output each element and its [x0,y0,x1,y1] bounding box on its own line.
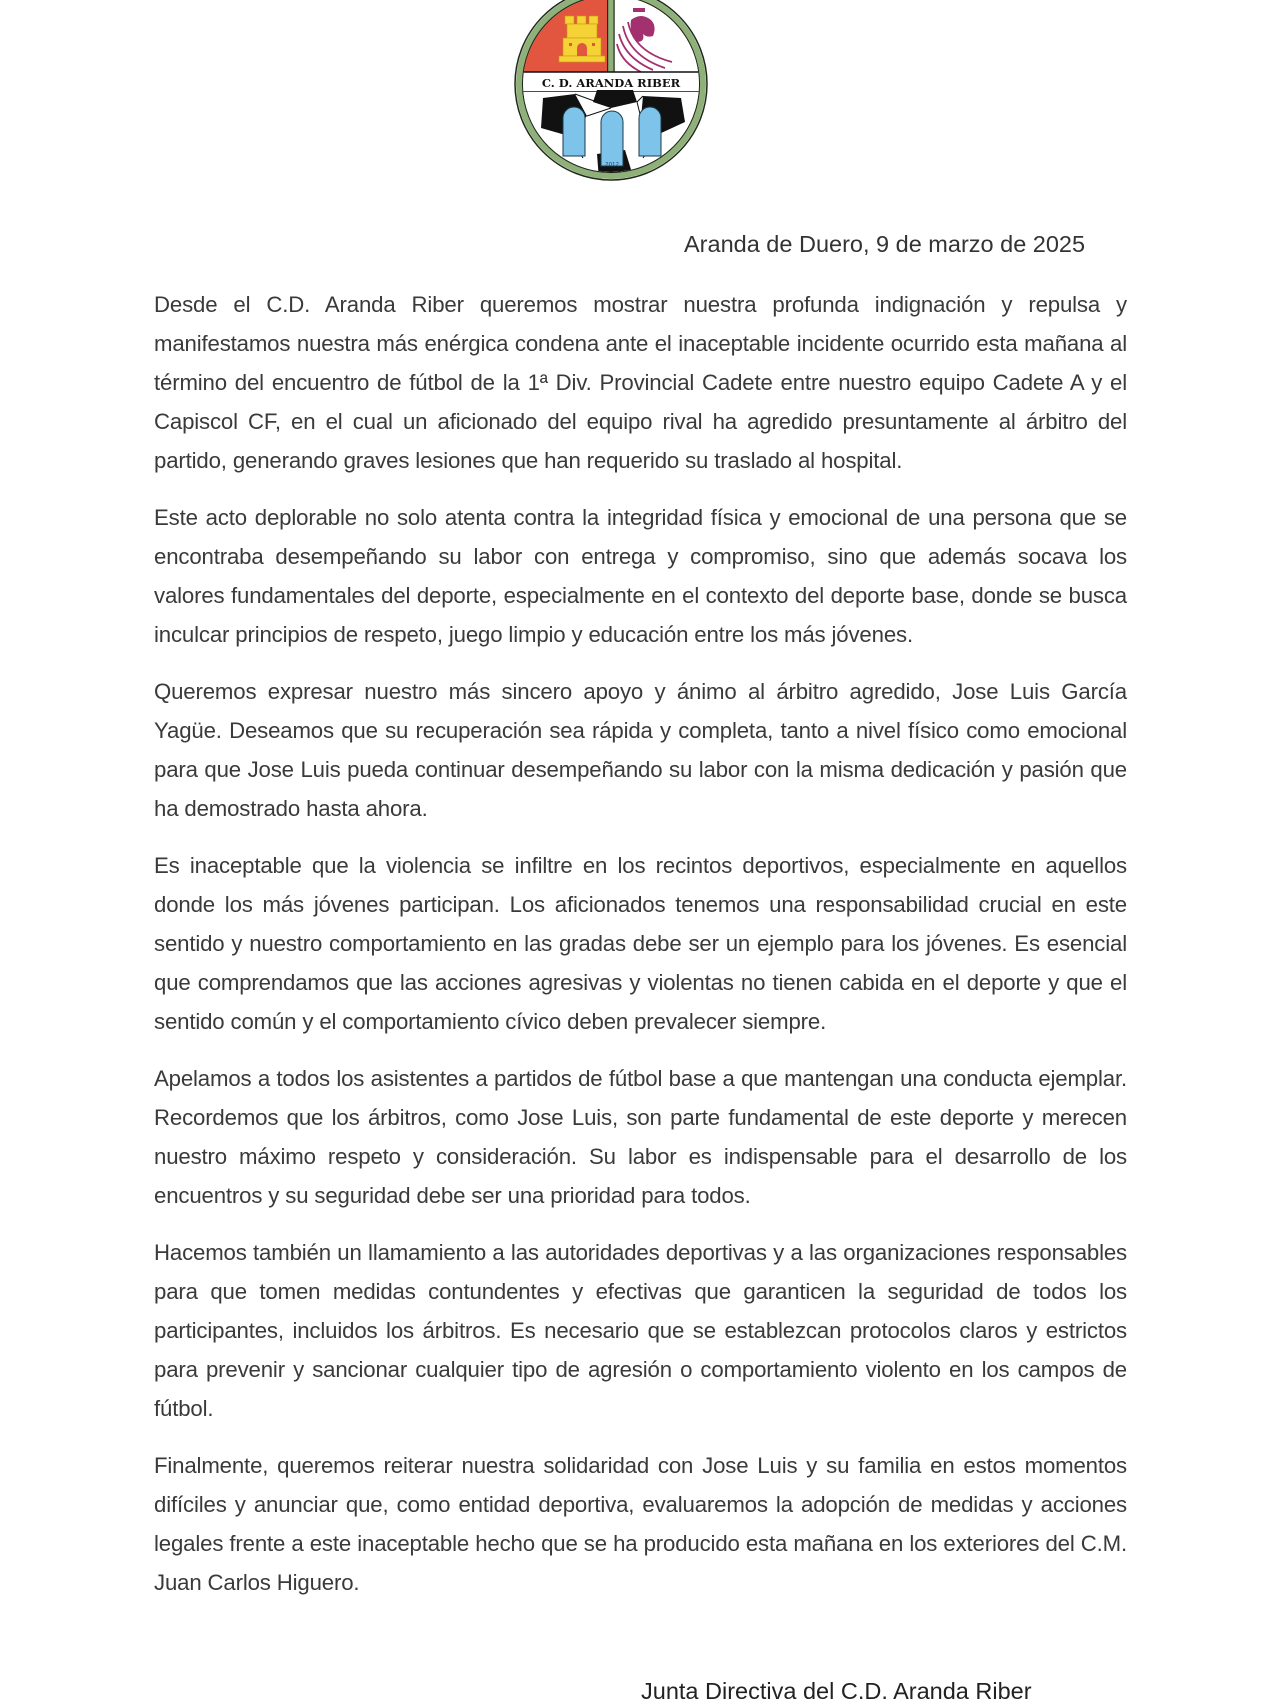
svg-text:C. D. ARANDA RIBER: C. D. ARANDA RIBER [541,76,681,90]
club-crest-icon [513,0,709,182]
paragraph: Queremos expresar nuestro más sincero apoyo y ánimo al árbitro agredido, Jose Luis García Yagüe. Deseamos que su recuperación sea rápida y completa, tanto a nivel físico como emocional para que Jose Luis pueda continuar desempeñando su labor con la misma dedicación y pasión que ha demostrado hasta ahora. [154,679,1127,821]
paragraph: Este acto deplorable no solo atenta contra la integridad física y emocional de una persona que se encontraba desempeñando su labor con entrega y compromiso, sino que además socava los valores fundamentales del deporte, especialmente en el contexto del deporte base, donde se busca inculcar principios de respeto, juego limpio y educación entre los más jóvenes. [154,505,1127,647]
paragraph: Desde el C.D. Aranda Riber queremos mostrar nuestra profunda indignación y repulsa y manifestamos nuestra más enérgica condena ante el inaceptable incidente ocurrido esta mañana al término del encuentro de fútbol de la 1ª Div. Provincial Cadete entre nuestro equipo Cadete A y el Capiscol CF, en el cual un aficionado del equipo rival ha agredido presuntamente al árbitro del partido, generando graves lesiones que han requerido su traslado al hospital. [154,292,1127,473]
signature: Junta Directiva del C.D. Aranda Riber [641,1678,1032,1704]
club-logo [513,0,709,182]
paragraph: Finalmente, queremos reiterar nuestra solidaridad con Jose Luis y su familia en estos momentos difíciles y anunciar que, como entidad deportiva, evaluaremos la adopción de medidas y acciones legales frente a este inaceptable hecho que se ha producido esta mañana en los exteriores del C.M. Juan Carlos Higuero. [154,1453,1127,1595]
svg-text:2012: 2012 [605,162,619,168]
paragraph: Es inaceptable que la violencia se infiltre en los recintos deportivos, especialmente en aquellos donde los más jóvenes participan. Los aficionados tenemos una responsabilidad crucial en este sentido y nuestro comportamiento en las gradas debe ser un ejemplo para los jóvenes. Es esencial que comprendamos que las acciones agresivas y violentas no tienen cabida en el deporte y que el sentido común y el comportamiento cívico deben prevalecer siempre. [154,853,1127,1034]
paragraph: Hacemos también un llamamiento a las autoridades deportivas y a las organizaciones responsables para que tomen medidas contundentes y efectivas que garanticen la seguridad de todos los participantes, incluidos los árbitros. Es necesario que se establezcan protocolos claros y estrictos para prevenir y sancionar cualquier tipo de agresión o comportamiento violento en los campos de fútbol. [154,1240,1127,1421]
place-and-date: Aranda de Duero, 9 de marzo de 2025 [684,231,1086,257]
letter-body [154,285,1127,1602]
paragraph: Apelamos a todos los asistentes a partidos de fútbol base a que mantengan una conducta ejemplar. Recordemos que los árbitros, como Jose Luis, son parte fundamental de este deporte y merecen nuestro máximo respeto y consideración. Su labor es indispensable para el desarrollo de los encuentros y su seguridad debe ser una prioridad para todos. [154,1066,1127,1208]
